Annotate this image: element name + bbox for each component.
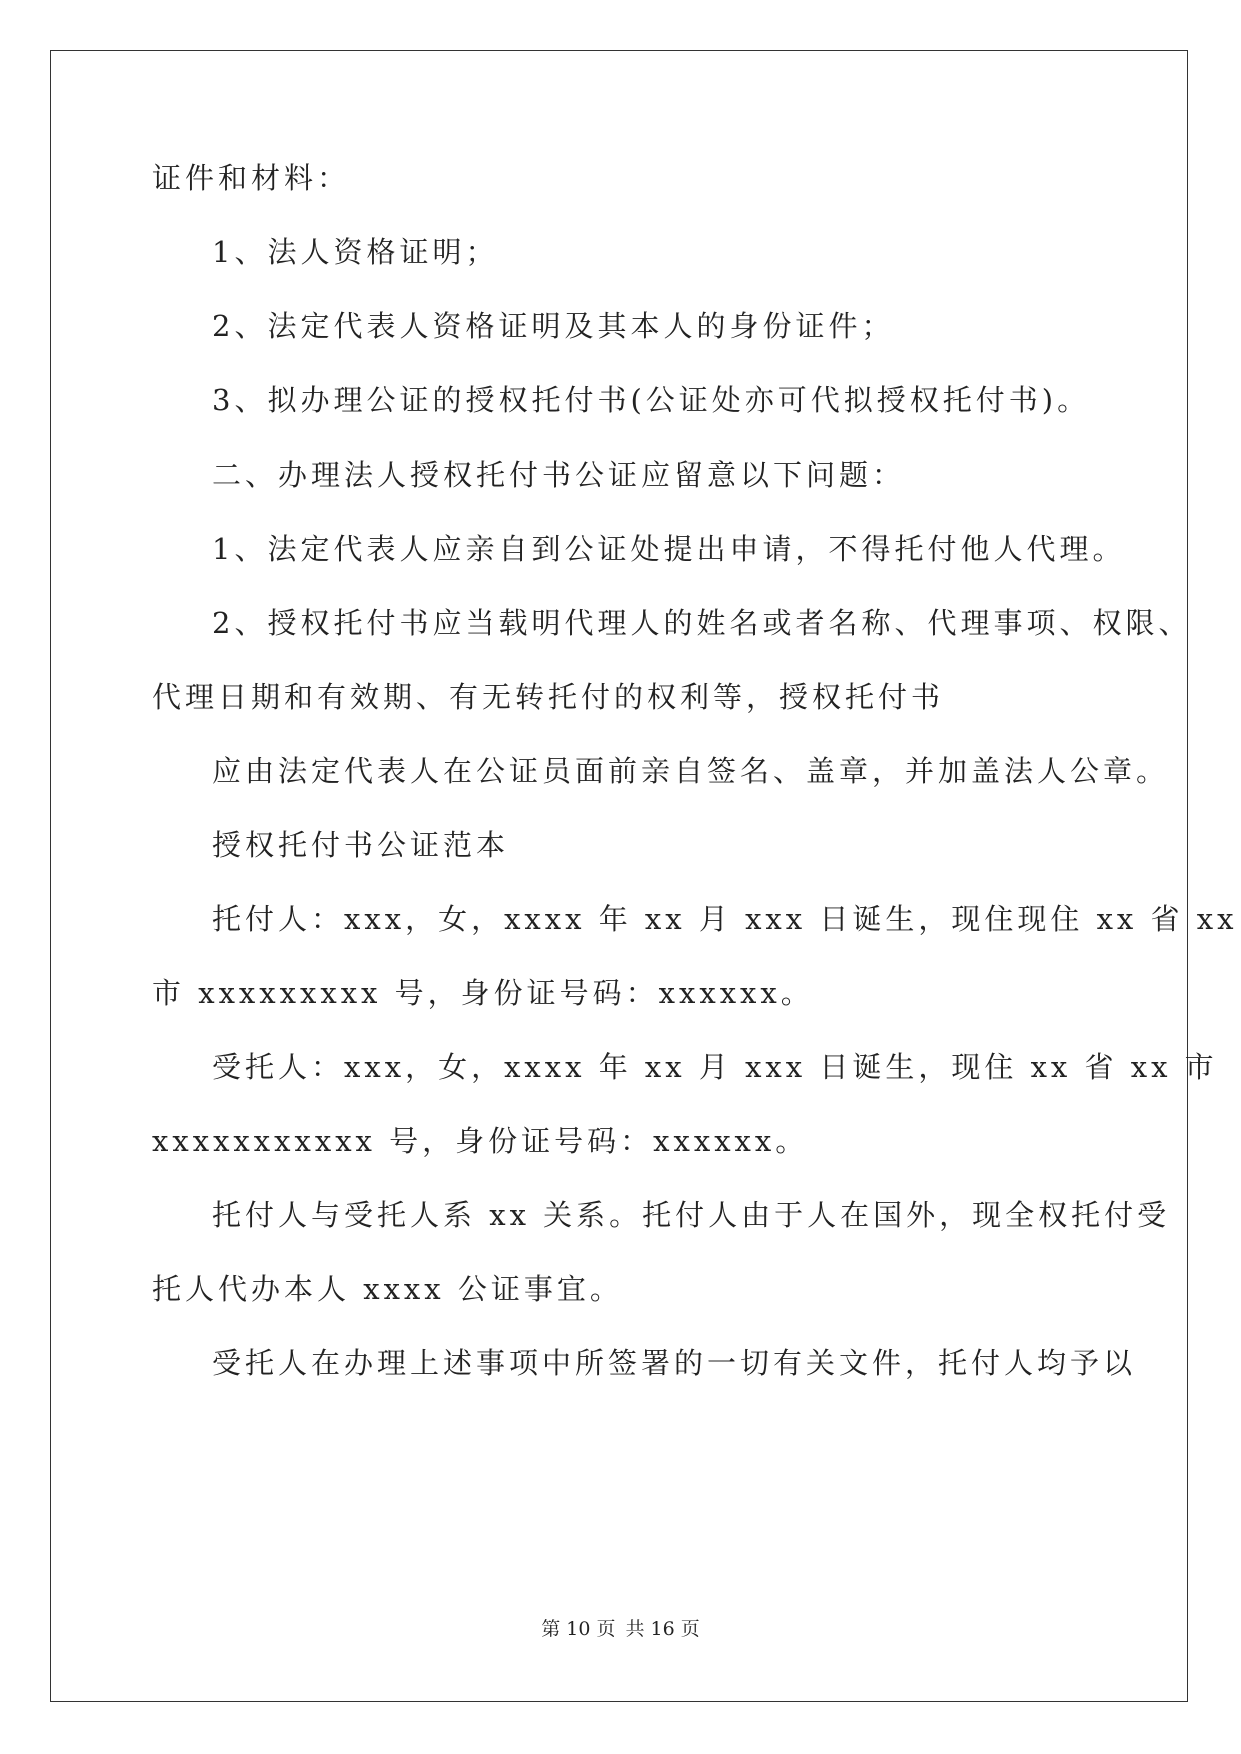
paragraph-line: 托付人与受托人系 xx 关系。托付人由于人在国外，现全权托付受 xyxy=(212,1198,1171,1232)
paragraph-line: 应由法定代表人在公证员面前亲自签名、盖章，并加盖法人公章。 xyxy=(212,754,1170,788)
page-border xyxy=(50,50,1188,1702)
paragraph-line: 受托人：xxx，女，xxxx 年 xx 月 xxx 日诞生，现住 xx 省 xx 市 xyxy=(212,1050,1218,1084)
paragraph-line: 托付人：xxx，女，xxxx 年 xx 月 xxx 日诞生，现住现住 xx 省 xx xyxy=(212,902,1238,936)
paragraph-line: 市 xxxxxxxxx 号，身份证号码：xxxxxx。 xyxy=(152,976,814,1010)
page-number: 第 10 页 xyxy=(541,1618,616,1640)
section-heading: 二、办理法人授权托付书公证应留意以下问题： xyxy=(212,458,906,492)
paragraph-line: 1、法人资格证明； xyxy=(212,235,499,269)
section-heading: 授权托付书公证范本 xyxy=(212,828,510,862)
paragraph-line: xxxxxxxxxxx 号，身份证号码：xxxxxx。 xyxy=(152,1124,809,1158)
paragraph-line: 托人代办本人 xxxx 公证事宜。 xyxy=(152,1272,623,1306)
paragraph-line: 3、拟办理公证的授权托付书(公证处亦可代拟授权托付书)。 xyxy=(212,383,1091,417)
page-total: 共 16 页 xyxy=(625,1618,700,1640)
paragraph-line: 受托人在办理上述事项中所签署的一切有关文件，托付人均予以 xyxy=(212,1346,1137,1380)
paragraph-line: 1、法定代表人应亲自到公证处提出申请，不得托付他人代理。 xyxy=(212,532,1126,566)
paragraph-line: 2、法定代表人资格证明及其本人的身份证件； xyxy=(212,309,895,343)
page-footer xyxy=(0,1616,1241,1642)
paragraph-line: 证件和材料： xyxy=(152,161,351,195)
paragraph-line: 代理日期和有效期、有无转托付的权利等，授权托付书 xyxy=(152,680,945,714)
paragraph-line: 2、授权托付书应当载明代理人的姓名或者名称、代理事项、权限、 xyxy=(212,606,1192,640)
